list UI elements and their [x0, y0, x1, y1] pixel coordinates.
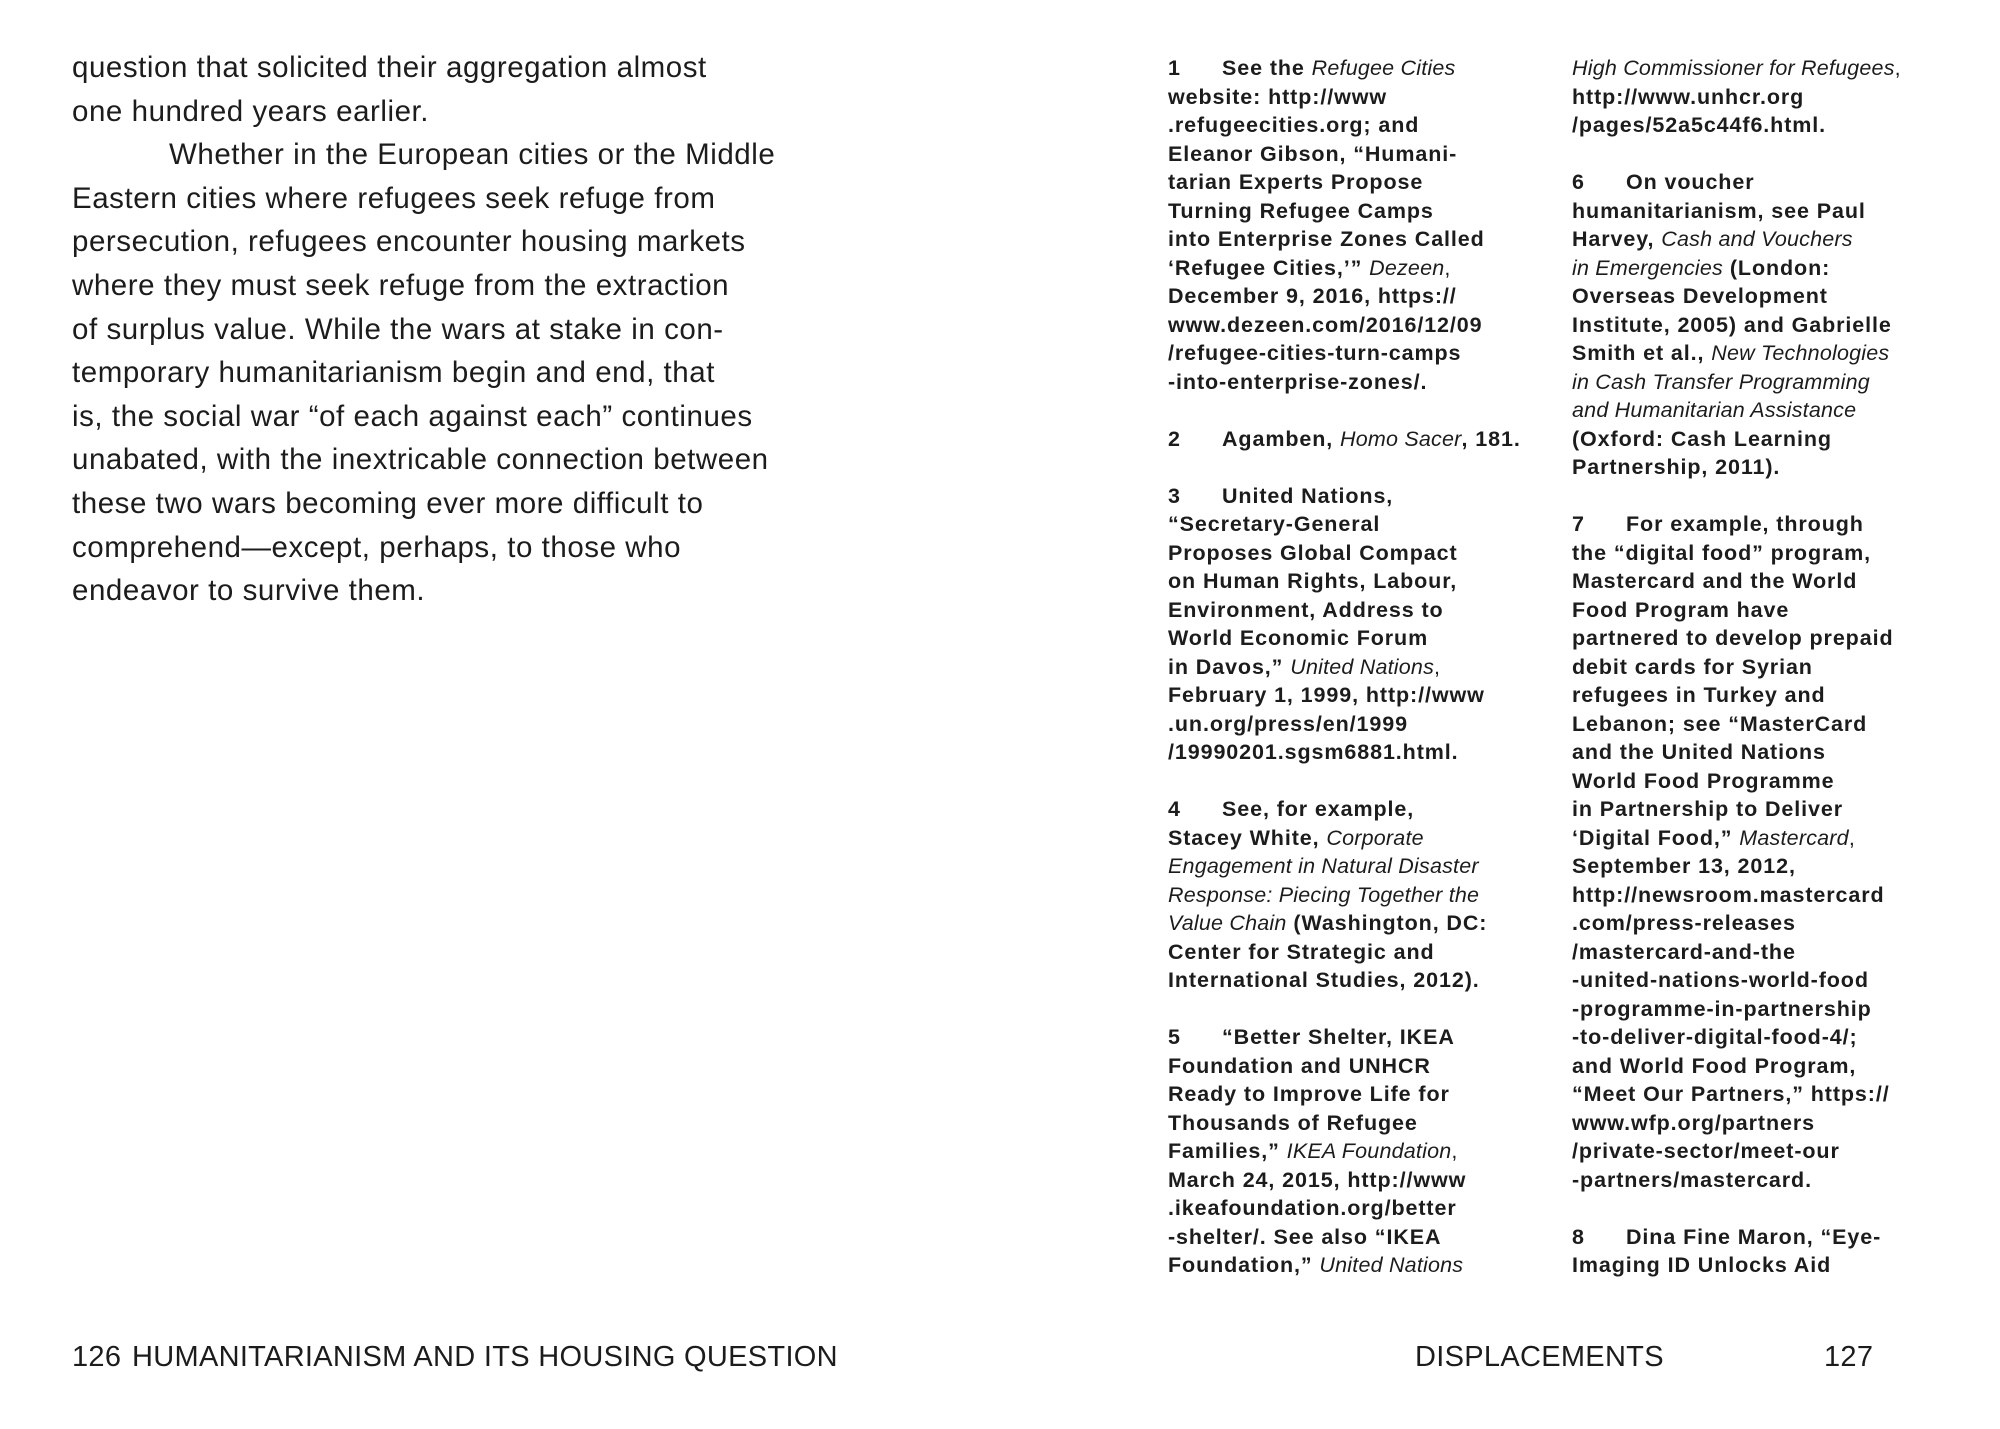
left-page-number: 126 — [72, 1341, 122, 1373]
body-line: unabated, with the inextricable connection between — [72, 443, 769, 477]
body-line: where they must seek refuge from the extraction — [72, 268, 730, 302]
left-running-head: HUMANITARIANISM AND ITS HOUSING QUESTION — [132, 1341, 838, 1373]
footnote-3: 3 United Nations, “Secretary-General Proposes Global Compact on Human Rights, Labour, Environment, Address to World Economic Forum in Davos,” United Nations, February 1, 1999, http://www .un.org/press/en/1999 /19990201.sgsm6881.html. — [1168, 483, 1485, 764]
footnote-number: 8 — [1572, 1224, 1584, 1249]
footnote-number: 2 — [1168, 426, 1180, 451]
footnotes-column-1 — [1168, 54, 1568, 1308]
body-line: Eastern cities where refugees seek refuge from — [72, 181, 716, 215]
body-line: temporary humanitarianism begin and end, that — [72, 356, 715, 390]
footnote-2: 2 Agamben, Homo Sacer, 181. — [1168, 425, 1568, 454]
body-line: of surplus value. While the wars at stake in con- — [72, 312, 724, 346]
body-line: these two wars becoming ever more difficult to — [72, 486, 704, 520]
footnote-6: 6 On voucher humanitarianism, see Paul Harvey, Cash and Vouchers in Emergencies (London: Overseas Development Institute, 2005) and Gabrielle Smith et al., New Technologies in Cash Transfer Programming and Humanitarian Assistance (Oxford: Cash Learning Partnership, 2011). — [1572, 170, 1892, 479]
body-line: comprehend—except, perhaps, to those who — [72, 530, 682, 564]
body-line: is, the social war “of each against each” continues — [72, 399, 753, 433]
right-running-head: DISPLACEMENTS — [1415, 1341, 1664, 1373]
body-line-paragraph-start: Whether in the European cities or the Middle — [169, 138, 776, 172]
right-page-number: 127 — [1824, 1341, 1874, 1373]
footnote-number: 5 — [1168, 1025, 1180, 1049]
footnote-5-continued: High Commissioner for Refugees, http://www.unhcr.org /pages/52a5c44f6.html. — [1572, 56, 1902, 137]
body-line: question that solicited their aggregation almost — [72, 51, 707, 84]
left-page-body-text — [72, 46, 872, 613]
footnote-8: 8 Dina Fine Maron, “Eye- Imaging ID Unlocks Aid — [1572, 1224, 1882, 1277]
body-line: one hundred years earlier. — [72, 94, 430, 128]
footnote-number: 4 — [1168, 797, 1180, 821]
body-line: endeavor to survive them. — [72, 574, 426, 608]
footnote-5: 5 “Better Shelter, IKEA Foundation and UNHCR Ready to Improve Life for Thousands of Refugee Families,” IKEA Foundation, March 24, 2015, http://www .ikeafoundation.org/better -shelter/. See also “IKEA Foundation,” United Nations — [1168, 1025, 1467, 1277]
footnote-number: 6 — [1572, 170, 1584, 194]
footnote-number: 3 — [1168, 483, 1180, 508]
footnote-number: 7 — [1572, 512, 1584, 536]
footnote-7: 7 For example, through the “digital food” program, Mastercard and the World Food Program have partnered to develop prepaid debit cards for Syrian refugees in Turkey and Lebanon; see “MasterCard and the United Nations World Food Programme in Partnership to Deliver ‘Digital Food,” Mastercard, September 13, 2012, http://newsroom.mastercard .com/press-releases /mastercard-and-the -united-nations-world-food -programme-in-partnership -to-deliver-digital-food-4/; and World Food Program, “Meet Our Partners,” https:// www.wfp.org/partners /private-sector/meet-our -partners/mastercard. — [1572, 512, 1894, 1192]
footnote-1: 1 See the Refugee Cities website: http://www .refugeecities.org; and Eleanor Gibson, “Humani- tarian Experts Propose Turning Refugee Camps into Enterprise Zones Called ‘Refugee Cities,’” Dezeen, December 9, 2016, https:// www.dezeen.com/2016/12/09 /refugee-cities-turn-camps -into-enterprise-zones/. — [1168, 56, 1485, 394]
footnote-4: 4 See, for example, Stacey White, Corporate Engagement in Natural Disaster Response: Piecing Together the Value Chain (Washington, DC: Center for Strategic and International Studies, 2012). — [1168, 797, 1488, 992]
footnote-number: 1 — [1168, 56, 1180, 80]
footnotes-column-2 — [1572, 54, 1972, 1308]
body-line: persecution, refugees encounter housing markets — [72, 225, 746, 259]
